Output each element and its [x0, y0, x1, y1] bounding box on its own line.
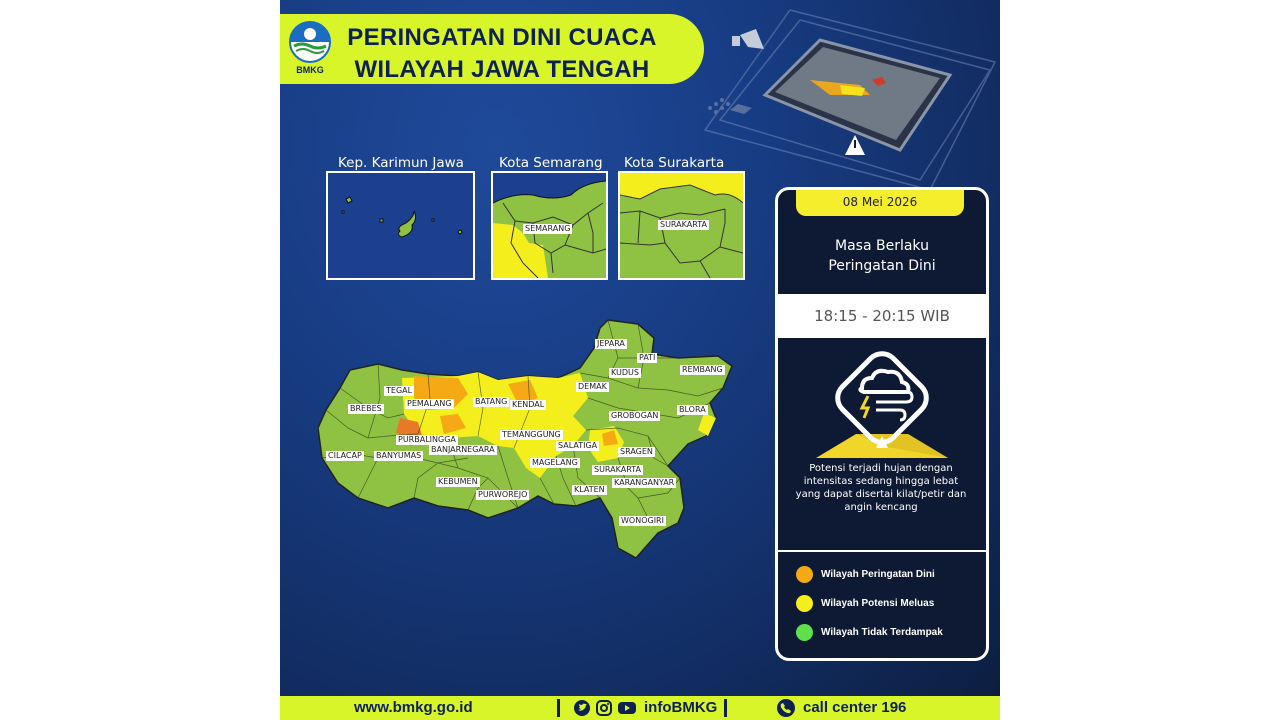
validity-title-line2: Peringatan Dini — [828, 258, 936, 274]
region-label: JEPARA — [597, 339, 625, 348]
region-label: BATANG — [475, 397, 508, 406]
region-label: KENDAL — [512, 400, 545, 409]
region-label: CILACAP — [328, 451, 362, 460]
inset-place-surakarta: SURAKARTA — [660, 220, 707, 229]
validity-title-line1: Masa Berlaku — [835, 238, 929, 254]
region-label: PATI — [639, 353, 656, 362]
region-label: SRAGEN — [620, 447, 653, 456]
twitter-icon[interactable] — [574, 700, 590, 716]
region-label: BLORA — [679, 405, 706, 414]
inset-title-karimun: Kep. Karimun Jawa — [338, 155, 464, 171]
warning-poster — [280, 0, 1000, 720]
footer-divider — [557, 699, 560, 717]
legend-label: Wilayah Tidak Terdampak — [821, 626, 943, 638]
bmkg-logo — [288, 20, 332, 76]
legend-item — [796, 593, 934, 613]
inset-title-surakarta: Kota Surakarta — [624, 155, 725, 171]
legend-swatch-orange — [796, 566, 813, 583]
validity-title — [778, 236, 986, 276]
region-label: TEGAL — [386, 386, 413, 395]
inset-place-semarang: SEMARANG — [525, 224, 571, 233]
region-label: DEMAK — [578, 382, 607, 391]
region-label: REMBANG — [682, 365, 723, 374]
tablet-illustration — [690, 0, 1000, 190]
legend-item — [796, 564, 935, 584]
validity-time-range: 18:15 - 20:15 WIB — [778, 294, 986, 338]
warning-date: 08 Mei 2026 — [796, 190, 964, 216]
warning-info-card — [775, 187, 989, 661]
region-label: PURWOREJO — [478, 490, 528, 499]
region-label: KEBUMEN — [438, 477, 478, 486]
page-title-line2: WILAYAH JAWA TENGAH — [354, 56, 650, 83]
page-title-line1: PERINGATAN DINI CUACA — [347, 24, 657, 51]
inset-map-karimun — [326, 171, 475, 280]
region-label: GROBOGAN — [611, 411, 659, 420]
region-label: BANYUMAS — [376, 451, 422, 460]
footer-bar — [280, 696, 1000, 720]
inset-map-semarang — [491, 171, 608, 280]
region-label: PURBALINGGA — [398, 435, 456, 444]
region-label: PEMALANG — [407, 399, 452, 408]
legend-item — [796, 622, 943, 642]
warning-description: Potensi terjadi hujan dengan intensitas sedang hingga lebat yang dapat disertai kilat/petir dan angin kencang — [795, 463, 967, 513]
region-label: KARANGANYAR — [614, 478, 675, 487]
social-handle[interactable]: infoBMKG — [644, 699, 718, 716]
footer-divider — [724, 699, 727, 717]
thunderstorm-wind-icon — [796, 350, 968, 460]
youtube-icon[interactable] — [618, 700, 636, 716]
logo-text: BMKG — [296, 65, 324, 75]
legend-label: Wilayah Peringatan Dini — [821, 568, 935, 580]
website-link[interactable]: www.bmkg.go.id — [354, 699, 473, 716]
region-label: WONOGIRI — [621, 516, 664, 525]
region-label: TEMANGGUNG — [502, 430, 561, 439]
legend-swatch-yellow — [796, 595, 813, 612]
inset-map-surakarta — [618, 171, 745, 280]
instagram-icon[interactable] — [596, 700, 612, 716]
region-label: MAGELANG — [532, 458, 578, 467]
region-label: BANJARNEGARA — [431, 445, 495, 454]
call-center[interactable]: call center 196 — [803, 699, 907, 716]
region-label: KUDUS — [611, 368, 639, 377]
inset-title-semarang: Kota Semarang — [499, 155, 603, 171]
region-label: SALATIGA — [558, 441, 598, 450]
region-label: BREBES — [350, 404, 382, 413]
region-label: KLATEN — [574, 485, 605, 494]
region-label: SURAKARTA — [594, 465, 641, 474]
phone-icon[interactable] — [777, 699, 795, 717]
legend-swatch-green — [796, 624, 813, 641]
central-java-map — [318, 318, 738, 563]
legend — [778, 550, 986, 660]
legend-label: Wilayah Potensi Meluas — [821, 597, 935, 609]
